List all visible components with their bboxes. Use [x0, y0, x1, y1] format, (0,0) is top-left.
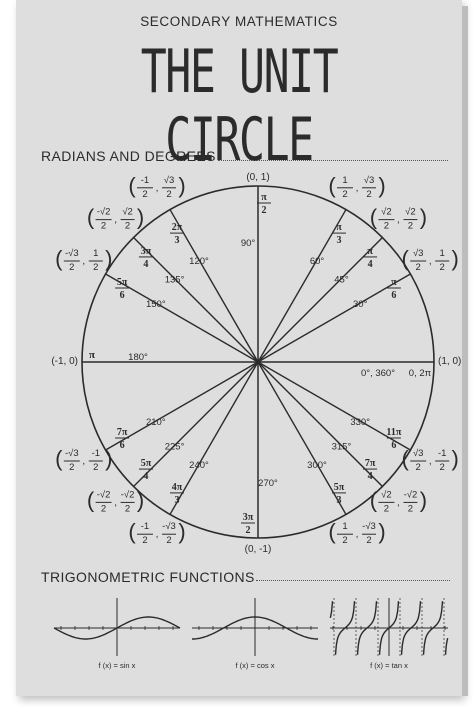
svg-text:,: ,	[114, 214, 117, 226]
radius-line	[106, 274, 258, 362]
degree-label: 330°	[350, 417, 371, 428]
svg-text:,: ,	[397, 214, 400, 226]
svg-text:(: (	[128, 519, 136, 545]
svg-text:2: 2	[383, 220, 390, 232]
svg-text:√2: √2	[122, 206, 133, 218]
svg-text:-√3: -√3	[64, 248, 79, 259]
svg-text:√2: √2	[381, 206, 392, 218]
svg-text:3: 3	[336, 494, 342, 506]
svg-text:2: 2	[366, 535, 372, 547]
graph-caption: f (x) = cos x	[235, 661, 275, 670]
coordinate-label: (-1, 0)	[51, 356, 78, 367]
svg-text:1: 1	[342, 174, 348, 186]
svg-text:2: 2	[142, 188, 148, 200]
degree-label: 120°	[189, 255, 209, 267]
svg-text:2: 2	[93, 462, 99, 473]
svg-text:2: 2	[166, 188, 172, 200]
svg-text:(: (	[86, 487, 95, 513]
svg-text:-√2: -√2	[96, 489, 111, 501]
svg-text:-1: -1	[140, 174, 150, 186]
svg-text:2: 2	[245, 525, 251, 536]
svg-text:,: ,	[428, 256, 432, 267]
degree-label: 300°	[307, 460, 327, 472]
svg-text:(: (	[128, 172, 136, 198]
svg-text:3π: 3π	[140, 245, 152, 257]
coordinate-label	[128, 173, 185, 200]
svg-text:6: 6	[391, 290, 397, 301]
svg-text:5π: 5π	[116, 277, 128, 288]
svg-text:6: 6	[119, 290, 125, 301]
svg-text:2: 2	[342, 188, 348, 200]
coordinate-label	[402, 246, 459, 273]
graph-sin	[54, 598, 180, 670]
svg-text:): )	[136, 204, 145, 230]
svg-text:-√3: -√3	[162, 521, 176, 533]
svg-text:,: ,	[114, 497, 117, 509]
radian-label	[332, 222, 346, 246]
degree-label: 45°	[334, 274, 349, 286]
svg-text:(: (	[401, 246, 409, 271]
graph-tan	[330, 598, 448, 670]
svg-text:3: 3	[336, 235, 342, 247]
degree-label: 135°	[164, 274, 185, 286]
svg-text:π: π	[367, 245, 373, 257]
svg-text:-√3: -√3	[362, 521, 376, 533]
svg-text:√3: √3	[163, 174, 175, 186]
radian-label	[363, 246, 377, 270]
svg-text:,: ,	[428, 456, 432, 467]
svg-text:π: π	[391, 277, 397, 288]
radian-label	[257, 192, 271, 216]
svg-text:-1: -1	[140, 521, 150, 533]
svg-text:2: 2	[415, 262, 421, 273]
svg-text:(: (	[328, 172, 336, 198]
degree-label: 225°	[164, 441, 185, 453]
svg-text:,: ,	[397, 497, 400, 509]
radian-label: 0, 2π	[408, 368, 432, 379]
svg-text:7π: 7π	[364, 458, 376, 470]
svg-text:): )	[136, 487, 145, 513]
svg-text:π: π	[261, 192, 267, 203]
svg-text:5π: 5π	[333, 481, 345, 493]
graph-caption: f (x) = sin x	[98, 661, 136, 670]
svg-text:,: ,	[155, 182, 159, 194]
svg-text:-√2: -√2	[96, 206, 111, 218]
svg-text:2: 2	[100, 503, 107, 515]
radian-label	[115, 427, 129, 451]
degree-label: 210°	[145, 417, 166, 428]
svg-text:√2: √2	[381, 489, 392, 501]
svg-text:2: 2	[415, 462, 421, 473]
radius-line	[258, 210, 346, 362]
svg-text:,: ,	[355, 529, 359, 541]
coordinate-label: (0, -1)	[244, 544, 272, 555]
svg-text:(: (	[369, 204, 378, 230]
coordinate-label	[55, 246, 112, 273]
svg-text:1: 1	[93, 248, 99, 259]
degree-label: 240°	[189, 460, 209, 472]
svg-text:2: 2	[93, 262, 99, 273]
svg-text:5π: 5π	[140, 458, 152, 470]
svg-text:2: 2	[124, 503, 131, 515]
svg-text:): )	[451, 446, 459, 471]
radian-label	[386, 427, 401, 451]
svg-text:2: 2	[407, 220, 414, 232]
svg-text:2: 2	[142, 535, 148, 547]
radius-line	[170, 210, 258, 362]
coordinate-label	[128, 519, 185, 546]
radius-line	[170, 362, 258, 514]
degree-label: 180°	[128, 352, 148, 363]
svg-text:,: ,	[82, 256, 86, 267]
radian-label	[170, 222, 184, 246]
poster-subtitle: SECONDARY MATHEMATICS	[140, 14, 338, 29]
svg-text:7π: 7π	[116, 427, 128, 438]
degree-label: 150°	[145, 299, 166, 310]
coordinate-label	[87, 205, 144, 232]
svg-text:(: (	[328, 519, 336, 545]
svg-text:): )	[451, 246, 459, 271]
svg-text:4: 4	[143, 258, 149, 270]
svg-text:-1: -1	[91, 448, 101, 459]
svg-text:4: 4	[367, 471, 373, 483]
svg-text:-1: -1	[437, 448, 447, 459]
coordinate-label	[328, 519, 385, 546]
svg-text:): )	[178, 172, 186, 198]
svg-text:2: 2	[407, 503, 414, 515]
svg-text:4: 4	[143, 471, 149, 483]
svg-text:(: (	[369, 487, 378, 513]
svg-text:2: 2	[100, 220, 107, 232]
svg-text:2: 2	[439, 462, 445, 473]
graph-caption: f (x) = tan x	[370, 661, 408, 670]
svg-text:√2: √2	[405, 206, 416, 218]
coordinate-label	[55, 446, 112, 473]
degree-label: 270°	[258, 478, 278, 489]
coordinate-label: (0, 1)	[246, 172, 270, 183]
coordinate-label: (1, 0)	[438, 356, 462, 367]
svg-text:3π: 3π	[242, 512, 254, 523]
svg-text:π: π	[336, 222, 342, 234]
svg-text:(: (	[401, 446, 409, 471]
svg-text:-√2: -√2	[120, 489, 135, 501]
svg-text:2: 2	[342, 535, 348, 547]
svg-text:(: (	[86, 204, 95, 230]
coordinate-label	[328, 173, 385, 200]
section-trig-functions: TRIGONOMETRIC FUNCTIONS	[41, 569, 255, 585]
radius-line	[258, 274, 410, 362]
svg-text:2: 2	[69, 462, 75, 473]
svg-text:(: (	[55, 446, 63, 471]
degree-label: 315°	[331, 441, 352, 453]
degree-label: 60°	[309, 255, 325, 267]
svg-text:): )	[419, 204, 428, 230]
poster-title: THE UNIT CIRCLE	[140, 37, 338, 175]
svg-text:11π: 11π	[386, 427, 402, 438]
svg-text:2: 2	[439, 262, 445, 273]
degree-label: 90°	[240, 238, 256, 249]
degree-label: 0°, 360°	[360, 368, 396, 379]
svg-text:4π: 4π	[171, 481, 183, 493]
svg-text:4: 4	[367, 258, 373, 270]
svg-text:(: (	[55, 246, 63, 271]
svg-text:6: 6	[119, 440, 125, 451]
radian-label	[139, 246, 153, 270]
svg-text:): )	[378, 519, 386, 545]
radius-line	[106, 362, 258, 453]
svg-text:√3: √3	[412, 248, 424, 259]
svg-text:2: 2	[69, 262, 75, 273]
radian-label	[115, 277, 129, 301]
svg-text:1: 1	[439, 248, 445, 259]
svg-text:): )	[178, 519, 186, 545]
svg-text:1: 1	[342, 521, 348, 533]
svg-text:3: 3	[174, 494, 180, 506]
svg-text:,: ,	[355, 182, 359, 194]
svg-text:,: ,	[155, 529, 159, 541]
section-radians-degrees: RADIANS AND DEGREES	[41, 148, 216, 164]
svg-text:-√3: -√3	[64, 448, 79, 459]
svg-text:): )	[105, 446, 113, 471]
svg-text:2: 2	[383, 503, 390, 515]
graph-cos	[192, 598, 318, 670]
svg-text:): )	[105, 246, 113, 271]
svg-text:,: ,	[82, 456, 86, 467]
radian-label	[241, 512, 255, 536]
svg-text:3: 3	[174, 235, 180, 247]
svg-text:): )	[419, 487, 428, 513]
svg-text:2: 2	[261, 205, 267, 216]
svg-text:2: 2	[366, 188, 372, 200]
svg-text:√3: √3	[363, 174, 375, 186]
svg-text:-√2: -√2	[403, 489, 418, 501]
coordinate-label	[87, 487, 144, 514]
radian-label: π	[88, 349, 96, 361]
svg-text:2π: 2π	[171, 222, 183, 234]
svg-text:): )	[378, 172, 386, 198]
svg-text:2: 2	[166, 535, 172, 547]
degree-label: 30°	[353, 299, 368, 310]
svg-text:6: 6	[391, 440, 397, 451]
svg-text:2: 2	[124, 220, 131, 232]
coordinate-label	[370, 205, 427, 232]
svg-text:√3: √3	[412, 448, 424, 459]
